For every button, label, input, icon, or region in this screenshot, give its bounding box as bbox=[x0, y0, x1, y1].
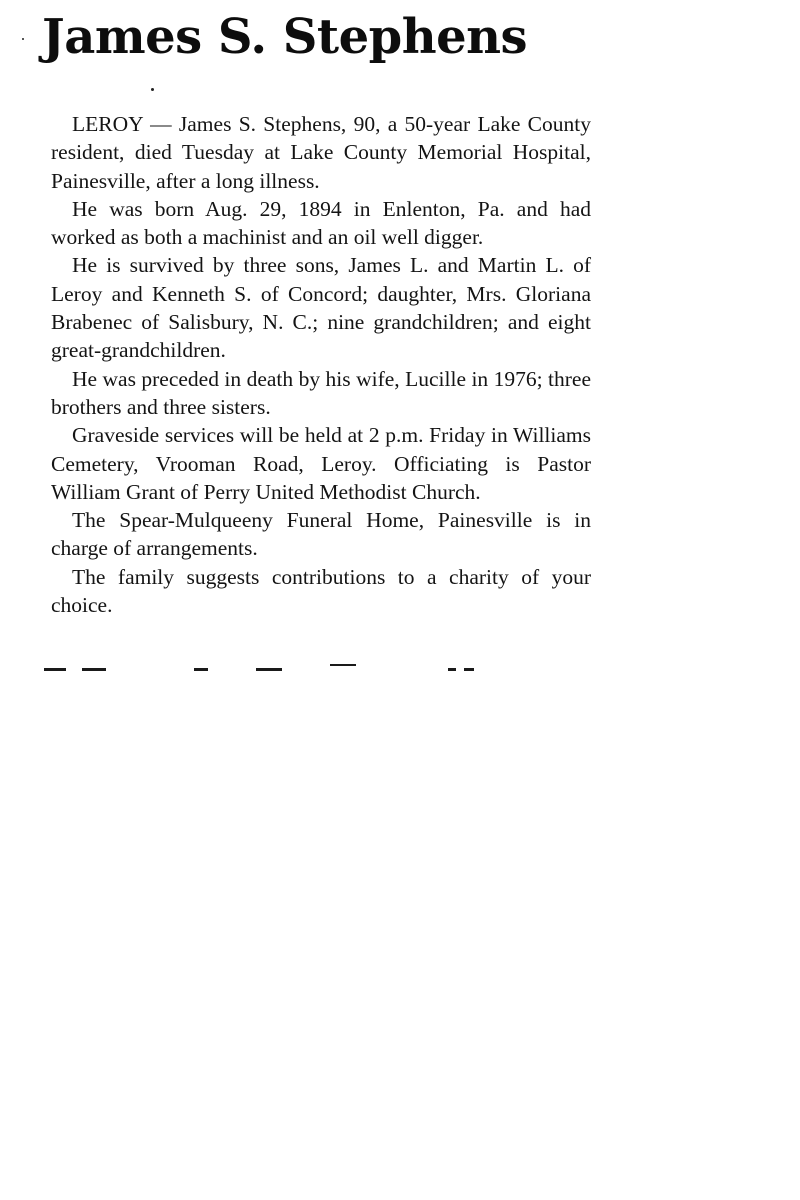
print-speck bbox=[151, 88, 154, 91]
fragment-mark bbox=[82, 668, 106, 671]
print-speck bbox=[22, 38, 24, 40]
fragment-mark bbox=[256, 668, 282, 671]
fragment-mark bbox=[44, 668, 66, 671]
paragraph-contributions: The family suggests contributions to a charity of your choice. bbox=[51, 564, 591, 618]
paragraph-birth: He was born Aug. 29, 1894 in Enlenton, Pa. and had worked as both a machinist and an oil well digger. bbox=[51, 196, 591, 250]
paragraph-services: Graveside services will be held at 2 p.m. Friday in Williams Cemetery, Vrooman Road, Leroy. Officiating is Pastor William Grant of Perry United Methodist Church. bbox=[51, 423, 591, 504]
paragraph-survivors: He is survived by three sons, James L. and Martin L. of Leroy and Kenneth S. of Concord; daughter, Mrs. Gloriana Brabenec of Salisbury, N. C.; nine grandchildren; and eight great-grandchildren. bbox=[51, 253, 591, 363]
obituary-body bbox=[51, 110, 591, 619]
obituary-headline: James S. Stephens bbox=[42, 9, 528, 65]
fragment-mark bbox=[448, 668, 456, 671]
fragment-mark bbox=[464, 668, 474, 671]
paragraph-preceded: He was preceded in death by his wife, Lucille in 1976; three brothers and three sisters. bbox=[51, 366, 591, 419]
fragment-mark bbox=[194, 668, 208, 671]
paragraph-funeral-home: The Spear-Mulqueeny Funeral Home, Painesville is in charge of arrangements. bbox=[51, 508, 591, 561]
cut-off-next-headline-fragment bbox=[44, 662, 484, 674]
paragraph-death-notice: LEROY — James S. Stephens, 90, a 50-year Lake County resident, died Tuesday at Lake County Memorial Hospital, Painesville, after a long illness. bbox=[51, 112, 591, 193]
fragment-mark bbox=[330, 664, 356, 666]
